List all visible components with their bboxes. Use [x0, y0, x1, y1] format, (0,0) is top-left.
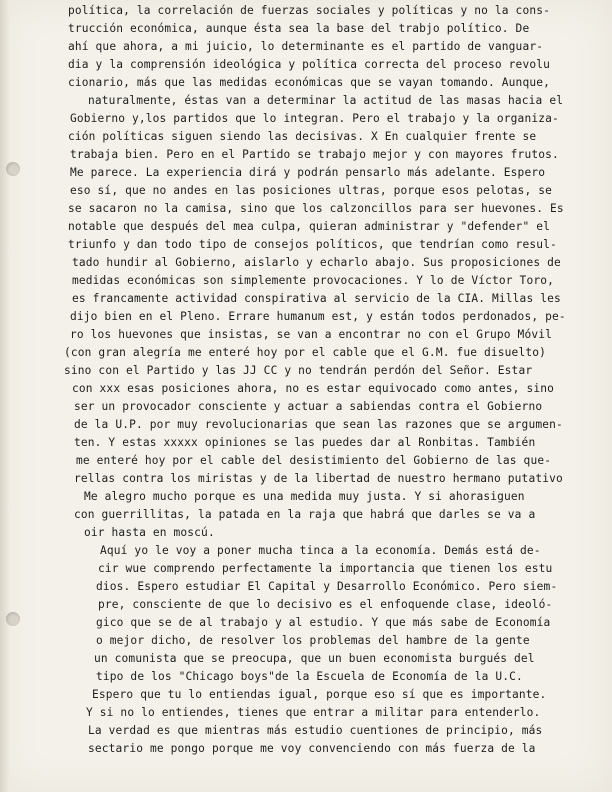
- text-line: de la U.P. por muy revolucionarias que sean las razones que se argumen-: [74, 418, 563, 431]
- text-line: ser un provocador consciente y actuar a sabiendas contra el Gobierno: [74, 400, 543, 413]
- text-line: es francamente actividad conspirativa al servicio de la CIA. Millas les: [72, 292, 561, 305]
- text-line: naturalmente, éstas van a determinar la actitud de las masas hacia el: [88, 94, 564, 107]
- text-line: ahí que ahora, a mi juicio, lo determinante es el partido de vanguar-: [68, 40, 544, 53]
- text-line: Y si no lo entiendes, tienes que entrar a militar para entenderlo.: [86, 706, 541, 719]
- text-line: con guerrillitas, la patada en la raja que habrá que darles se va a: [74, 508, 536, 521]
- text-line: se sacaron no la camisa, sino que los calzoncillos para ser huevones. Es: [68, 202, 564, 215]
- text-line: triunfo y dan todo tipo de consejos políticos, que tendrían como resul-: [68, 238, 557, 251]
- text-line: Me alegro mucho porque es una medida muy justa. Y si ahorasiguen: [84, 490, 525, 503]
- text-line: gico que se de al trabajo y al estudio. Y que más sabe de Economía: [96, 616, 551, 629]
- text-line: pre, consciente de que lo decisivo es el enfoquende clase, ideoló-: [98, 598, 553, 611]
- text-line: dijo bien en el Pleno. Errare humanum est, y están todos perdonados, pe-: [70, 310, 566, 323]
- text-line: La verdad es que mientras más estudio cuentiones de principio, más: [88, 724, 543, 737]
- text-line: notable que después del mea culpa, quieran administrar y "defender" el: [68, 220, 550, 233]
- text-line: ro los huevones que insistas, se van a encontrar no con el Grupo Móvil: [70, 328, 552, 341]
- text-line: un comunista que se preocupa, que un buen economista burgués del: [94, 652, 535, 665]
- text-line: dia y la comprensión ideológica y política correcta del proceso revolu: [68, 58, 550, 71]
- text-line: tado hundir al Gobierno, aislarlo y echarlo abajo. Sus proposiciones de: [72, 256, 561, 269]
- text-line: sectario me pongo porque me voy convenciendo con más fuerza de la: [88, 742, 536, 755]
- text-line: con xxx esas posiciones ahora, no es estar equivocado como antes, sino: [72, 382, 554, 395]
- text-line: política, la correlación de fuerzas sociales y políticas y no la cons-: [68, 4, 550, 17]
- text-line: Aquí yo le voy a poner mucha tinca a la economía. Demás está de-: [100, 544, 541, 557]
- text-line: me enteré hoy por el cable del desistimiento del Gobierno de las que-: [76, 454, 552, 467]
- text-line: oir hasta en moscú.: [84, 526, 215, 539]
- text-line: Gobierno y,los partidos que lo integran. Pero el trabajo y la organiza-: [70, 112, 559, 125]
- text-line: Espero que tu lo entiendas igual, porque eso sí que es importante.: [92, 688, 547, 701]
- text-line: rellas contra los miristas y de la libertad de nuestro hermano putativo: [74, 472, 563, 485]
- text-line: eso sí, que no andes en las posiciones ultras, porque esos pelotas, se: [70, 184, 552, 197]
- text-line: (con gran alegría me enteré hoy por el cable que el G.M. fue disuelto): [64, 346, 546, 359]
- text-line: medidas económicas son simplemente provocaciones. Y lo de Víctor Toro,: [72, 274, 554, 287]
- text-line: o mejor dicho, de resolver los problemas del hambre de la gente: [96, 634, 530, 647]
- text-line: trabaja bien. Pero en el Partido se trabajo mejor y con mayores frutos.: [70, 148, 559, 161]
- text-line: cionario, más que las medidas económicas que se vayan tomando. Aunque,: [68, 76, 550, 89]
- text-line: trucción económica, aunque ésta sea la base del trabjo político. De: [68, 22, 530, 35]
- text-line: tipo de los "Chicago boys"de la Escuela de Economía de la U.C.: [96, 670, 523, 683]
- text-line: Me parece. La experiencia dirá y podrán pensarlo más adelante. Espero: [70, 166, 546, 179]
- text-line: ción políticas siguen siendo las decisivas. X En cualquier frente se: [68, 130, 537, 143]
- text-line: dios. Espero estudiar El Capital y Desarrollo Económico. Pero siem-: [96, 580, 558, 593]
- text-line: ten. Y estas xxxxx opiniones se las puedes dar al Ronbitas. También: [74, 436, 536, 449]
- text-line: sino con el Partido y las JJ CC y no tendrán perdón del Señor. Estar: [64, 364, 533, 377]
- text-line: cir wue comprendo perfectamente la importancia que tienen los estu: [98, 562, 553, 575]
